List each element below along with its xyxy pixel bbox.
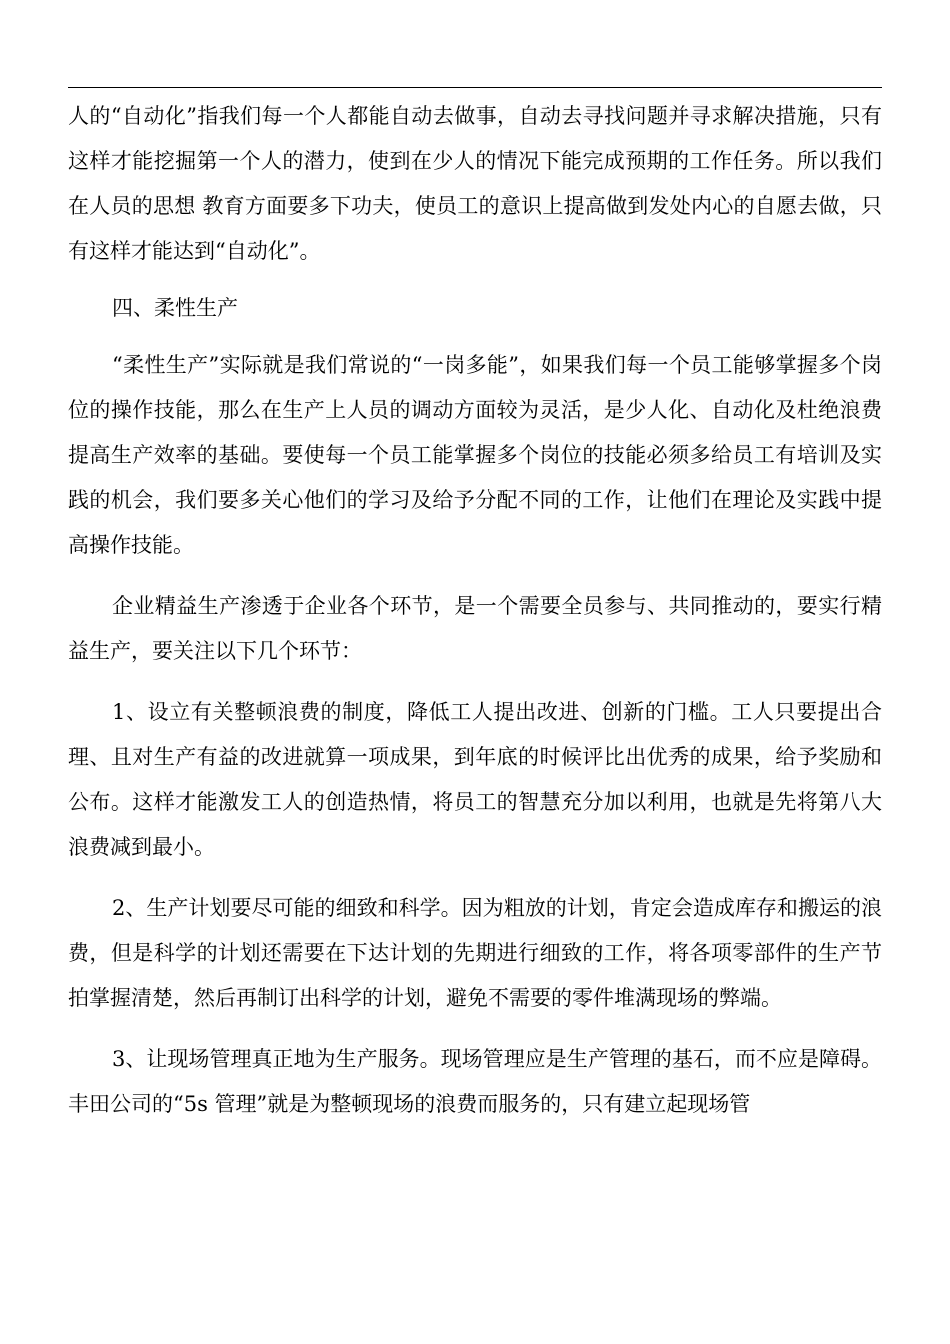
paragraph-item-3: 3、让现场管理真正地为生产服务。现场管理应是生产管理的基石，而不应是障碍。丰田公司的“5s 管理”就是为整顿现场的浪费而服务的，只有建立起现场管 <box>68 1047 882 1116</box>
header-rule <box>68 87 882 88</box>
paragraph-item-2: 2、生产计划要尽可能的细致和科学。因为粗放的计划，肯定会造成库存和搬运的浪费，但是科学的计划还需要在下达计划的先期进行细致的工作，将各项零部件的生产节拍掌握清楚，然后再制订出科学的计划，避免不需要的零件堆满现场的弊端。 <box>68 896 882 1010</box>
document-body <box>68 94 882 1127</box>
paragraph-item-1: 1、设立有关整顿浪费的制度，降低工人提出改进、创新的门槛。工人只要提出合理、且对生产有益的改进就算一项成果，到年底的时候评比出优秀的成果，给予奖励和公布。这样才能激发工人的创造热情，将员工的智慧充分加以利用，也就是先将第八大浪费减到最小。 <box>68 700 882 859</box>
paragraph-automation: 人的“自动化”指我们每一个人都能自动去做事，自动去寻找问题并寻求解决措施，只有这样才能挖掘第一个人的潜力，使到在少人的情况下能完成预期的工作任务。所以我们在人员的思想 教育方面要多下功夫，使员工的意识上提高做到发处内心的自愿去做，只有这样才能达到“自动化”。 <box>68 104 882 263</box>
paragraph-flexible-production: “柔性生产”实际就是我们常说的“一岗多能”，如果我们每一个员工能够掌握多个岗位的操作技能，那么在生产上人员的调动方面较为灵活，是少人化、自动化及杜绝浪费提高生产效率的基础。要使每一个员工能掌握多个岗位的技能必须多给员工有培训及实践的机会，我们要多关心他们的学习及给予分配不同的工作，让他们在理论及实践中提高操作技能。 <box>68 353 882 557</box>
section-heading-flexible-production: 四、柔性生产 <box>112 296 238 320</box>
paragraph-lean-production-intro: 企业精益生产渗透于企业各个环节，是一个需要全员参与、共同推动的，要实行精益生产，要关注以下几个环节： <box>68 594 882 663</box>
